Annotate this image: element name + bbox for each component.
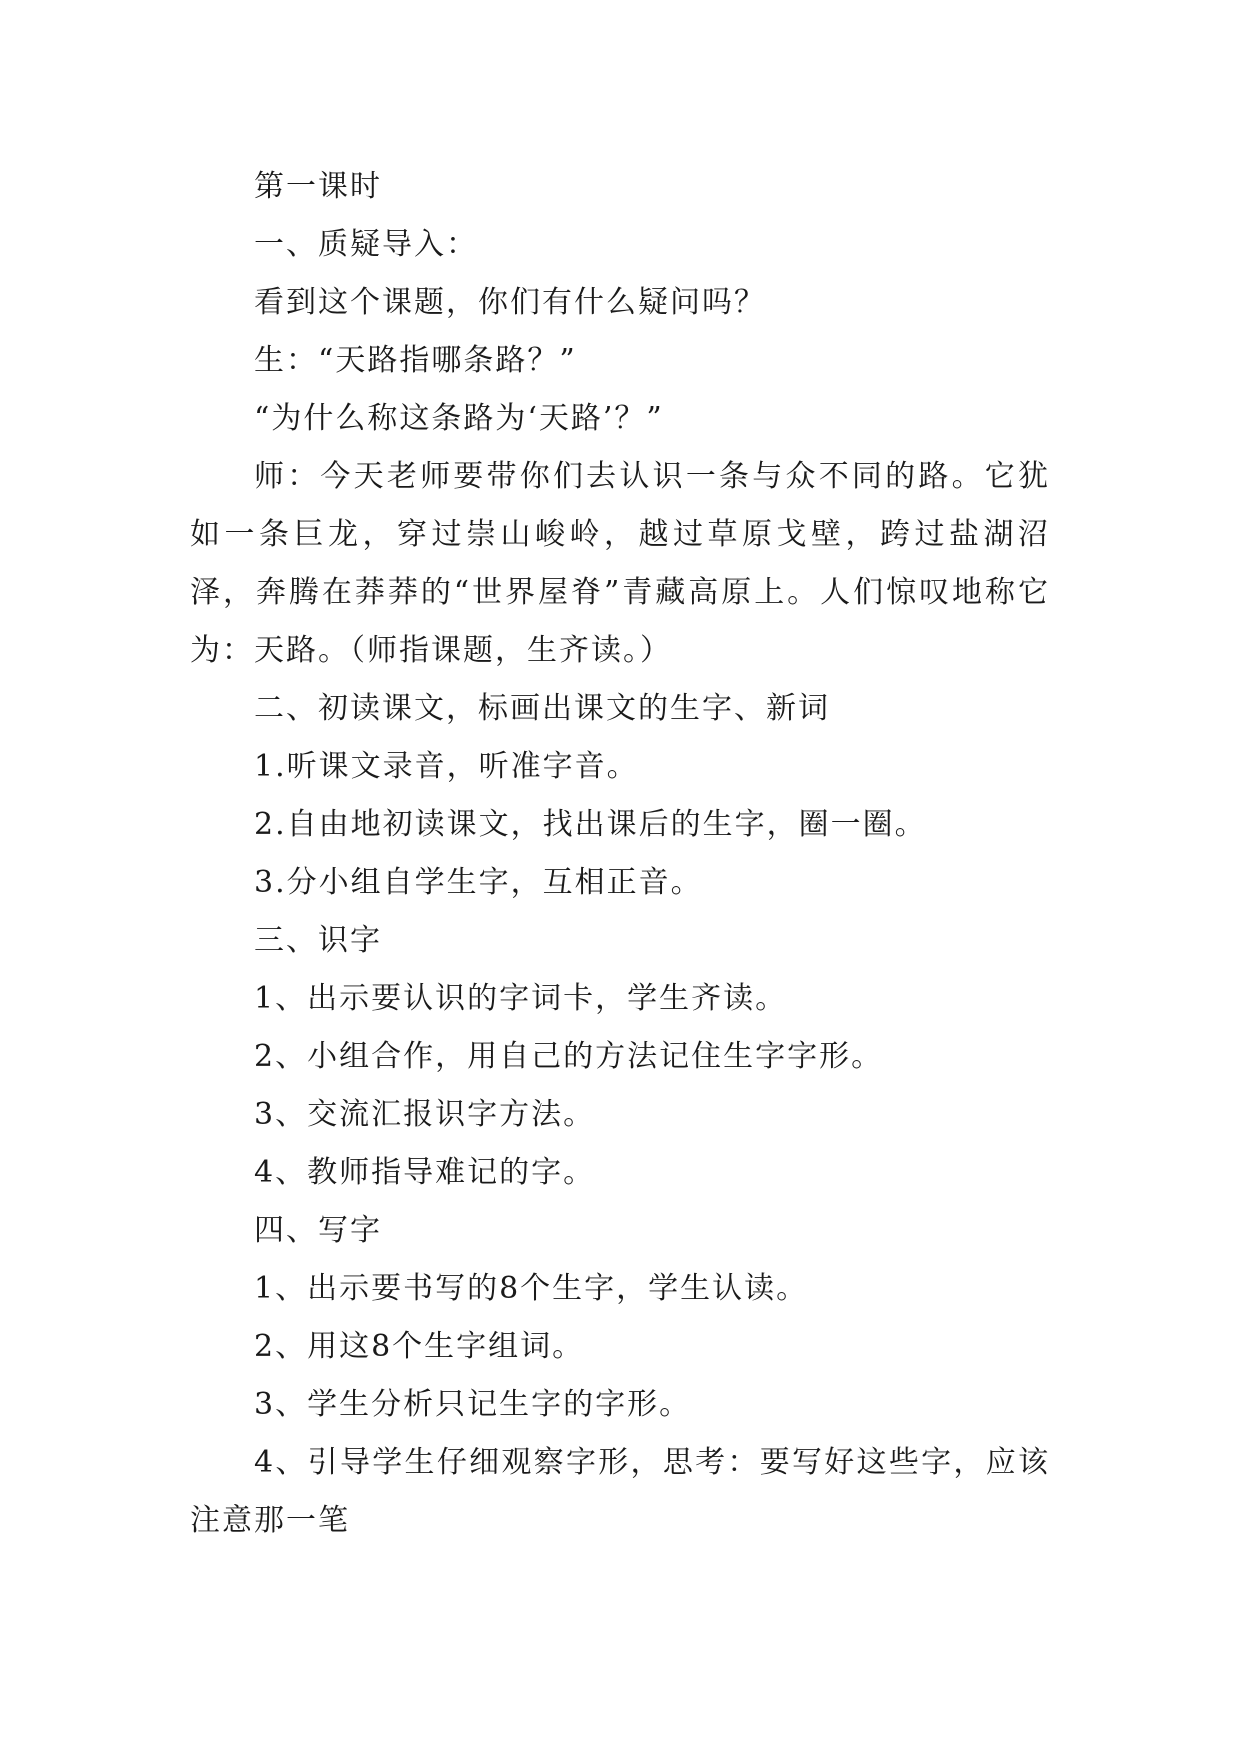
lesson-title: 第一课时 [254,169,382,204]
section-heading-3: 三、识字 [254,923,382,958]
section-heading-2: 二、初读课文，标画出课文的生字、新词 [254,691,830,726]
list-item: 3、交流汇报识字方法。 [254,1097,596,1132]
list-item: 2、用这8个生字组词。 [254,1329,585,1364]
list-item: 2.自由地初读课文，找出课后的生字，圈一圈。 [254,807,927,842]
paragraph: 生：“天路指哪条路？” [254,343,577,378]
list-item: 1、出示要认识的字词卡，学生齐读。 [254,981,788,1016]
list-item: 4、教师指导难记的字。 [254,1155,596,1190]
list-item: 4、引导学生仔细观察字形，思考：要写好这些字，应该注意那一笔 [190,1445,1050,1538]
list-item: 3.分小组自学生字，互相正音。 [254,865,703,900]
paragraph: 师：今天老师要带你们去认识一条与众不同的路。它犹如一条巨龙，穿过崇山峻岭，越过草原戈壁，跨过盐湖沼泽，奔腾在莽莽的“世界屋脊”青藏高原上。人们惊叹地称它为：天路。（师指课题，生齐读。） [190,459,1050,668]
section-heading-1: 一、质疑导入： [254,227,478,262]
section-heading-4: 四、写字 [254,1213,382,1248]
paragraph: “为什么称这条路为‘天路’？” [254,401,664,436]
document-body [190,158,1050,1550]
paragraph: 看到这个课题，你们有什么疑问吗？ [254,285,766,320]
list-item: 2、小组合作，用自己的方法记住生字字形。 [254,1039,884,1074]
list-item: 3、学生分析只记生字的字形。 [254,1387,692,1422]
list-item: 1.听课文录音，听准字音。 [254,749,639,784]
list-item: 1、出示要书写的8个生字，学生认读。 [254,1271,809,1306]
